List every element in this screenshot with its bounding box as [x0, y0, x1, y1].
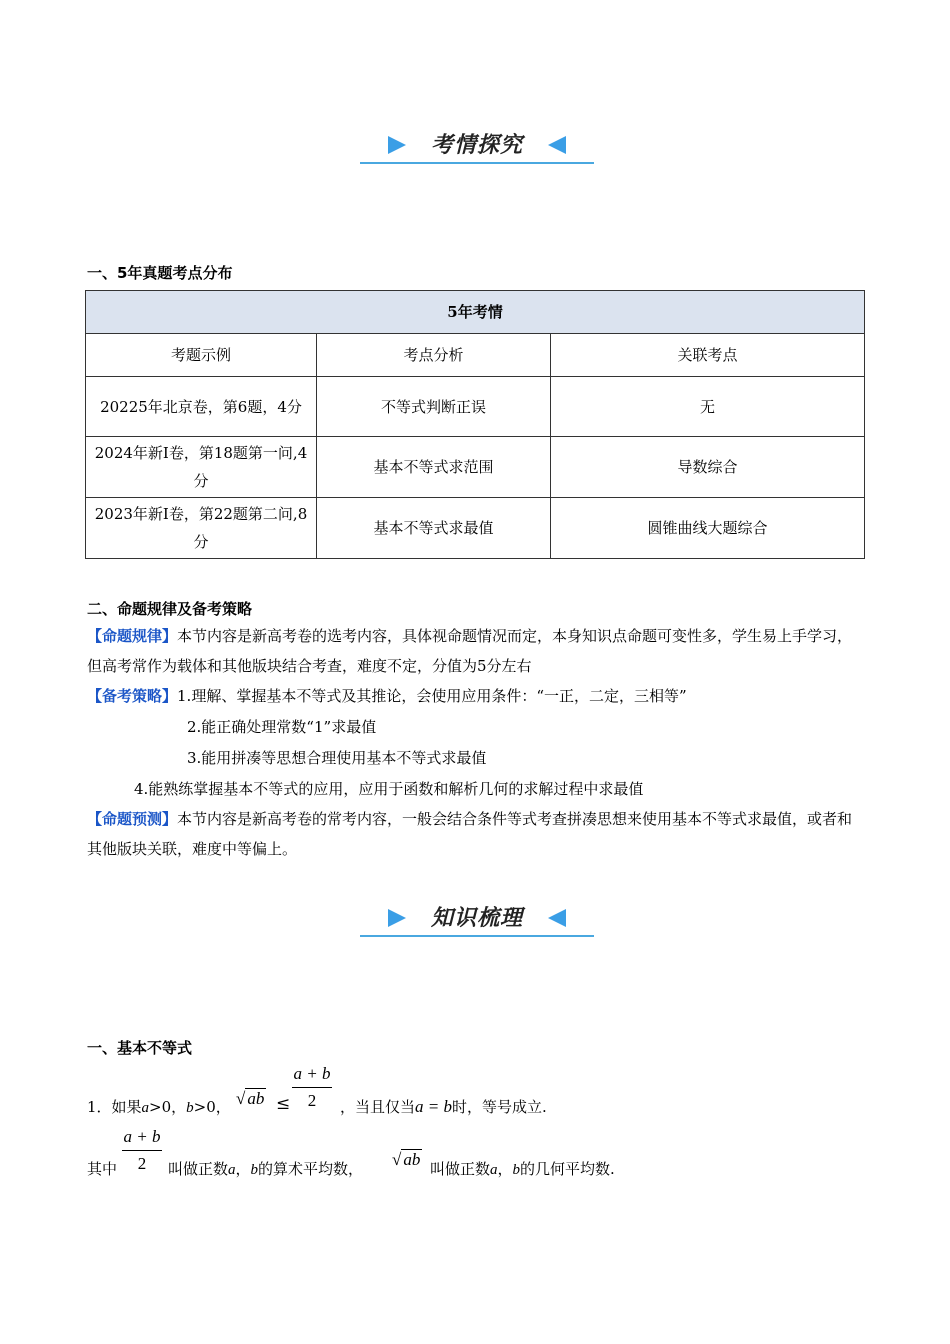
table-header: 考点分析: [317, 334, 551, 377]
banner-kaoqing: [360, 124, 594, 164]
strategy-tag: 【备考策略】: [87, 687, 178, 705]
text-called: 叫做正数: [168, 1160, 229, 1178]
var-a: a: [490, 1162, 498, 1178]
banner-zhishi: [360, 897, 594, 937]
table-cell: 不等式判断正误: [317, 377, 551, 437]
table-header: 考题示例: [86, 334, 317, 377]
banner-title: 知识梳理: [430, 906, 523, 931]
table-header: 关联考点: [551, 334, 865, 377]
text-when: ，当且仅当: [340, 1098, 416, 1116]
text-gt0: >0，: [193, 1098, 231, 1116]
fraction-numerator: a + b: [123, 1127, 161, 1146]
strategy-line: [134, 774, 867, 804]
strategy-item: 2.能正确处理常数“1”求最值: [187, 718, 377, 736]
fraction-bar: [122, 1150, 162, 1151]
text-comma: ，: [497, 1160, 513, 1178]
table-row: [86, 498, 865, 559]
table-row: [86, 377, 865, 437]
fraction-denominator: 2: [307, 1091, 317, 1110]
rule-paragraph: [87, 621, 867, 681]
text-comma: ，: [235, 1160, 251, 1178]
table-caption: 5年考情: [86, 291, 865, 334]
formula-text: [168, 1158, 363, 1179]
table-cell: 导数综合: [551, 437, 865, 498]
text-prefix: 1．如果: [87, 1098, 142, 1116]
strategy-item: 3.能用拼凑等思想合理使用基本不等式求最值: [187, 749, 487, 767]
eq-expression: a = b: [415, 1097, 452, 1116]
formula-text: [87, 1096, 231, 1117]
arrow-left-icon: [548, 909, 566, 927]
exam-table: [85, 290, 865, 559]
radicand: ab: [247, 1089, 265, 1108]
table-row: [86, 437, 865, 498]
banner-underline: [360, 935, 594, 937]
banner-title: 考情探究: [430, 133, 523, 158]
var-b: b: [186, 1100, 194, 1116]
fraction-mean: [292, 1064, 332, 1111]
table-cell: 基本不等式求最值: [317, 498, 551, 559]
forecast-tag: 【命题预测】: [87, 810, 178, 828]
table-cell: 圆锥曲线大题综合: [551, 498, 865, 559]
forecast-text: 本节内容是新高考卷的常考内容，一般会结合条件等式考查拼凑思想来使用基本不等式求最值，或者和其他版块关联，难度中等偏上。: [87, 810, 853, 858]
formula-text: 其中: [87, 1160, 118, 1178]
forecast-paragraph: [87, 804, 867, 864]
formula-text: [340, 1096, 547, 1117]
var-a: a: [228, 1162, 236, 1178]
strategy-item: 1.理解、掌握基本不等式及其推论，会使用应用条件：“一正，二定，三相等”: [177, 687, 687, 705]
strategy-line: [87, 681, 867, 711]
rule-text: 本节内容是新高考卷的选考内容，具体视命题情况而定，本身知识点命题可变性多，学生易上手学习，但高考常作为载体和其他版块结合考查，难度不定，分值为5分左右: [87, 627, 853, 675]
table-cell: 20225年北京卷，第6题，4分: [86, 377, 317, 437]
radical-icon: √: [236, 1089, 246, 1108]
strategy-line: [187, 743, 867, 773]
table-cell: 2024年新Ⅰ卷，第18题第一问,4分: [86, 437, 317, 498]
radicand: ab: [403, 1150, 421, 1169]
rule-tag: 【命题规律】: [87, 627, 178, 645]
radical-icon: √: [392, 1150, 402, 1169]
section-heading-basic-inequality: 一、基本不等式: [87, 1039, 193, 1057]
fraction-mean: [122, 1127, 162, 1174]
fraction-numerator: a + b: [293, 1064, 331, 1083]
arrow-left-icon: [548, 136, 566, 154]
table-cell: 无: [551, 377, 865, 437]
text-end: 时，等号成立.: [452, 1098, 547, 1116]
var-b: b: [250, 1162, 259, 1178]
fraction-denominator: 2: [137, 1154, 147, 1173]
table-cell: 基本不等式求范围: [317, 437, 551, 498]
text-called: 叫做正数: [430, 1160, 491, 1178]
leq-sign: ≤: [276, 1094, 291, 1114]
banner-underline: [360, 162, 594, 164]
section-heading-distribution: 一、5年真题考点分布: [87, 264, 233, 282]
sqrt-ab: [392, 1149, 422, 1170]
var-b: b: [512, 1162, 521, 1178]
text-gt0: >0，: [149, 1098, 187, 1116]
fraction-bar: [292, 1087, 332, 1088]
strategy-line: [187, 712, 867, 742]
text-geo-mean: 的几何平均数.: [520, 1160, 615, 1178]
var-a: a: [141, 1100, 150, 1116]
section-heading-strategy: 二、命题规律及备考策略: [87, 600, 253, 618]
sqrt-ab: [236, 1088, 266, 1109]
text-arith-mean: 的算术平均数，: [258, 1160, 364, 1178]
table-cell: 2023年新Ⅰ卷，第22题第二问,8分: [86, 498, 317, 559]
formula-text: [430, 1158, 615, 1179]
strategy-item: 4.能熟练掌握基本不等式的应用，应用于函数和解析几何的求解过程中求最值: [134, 780, 644, 798]
